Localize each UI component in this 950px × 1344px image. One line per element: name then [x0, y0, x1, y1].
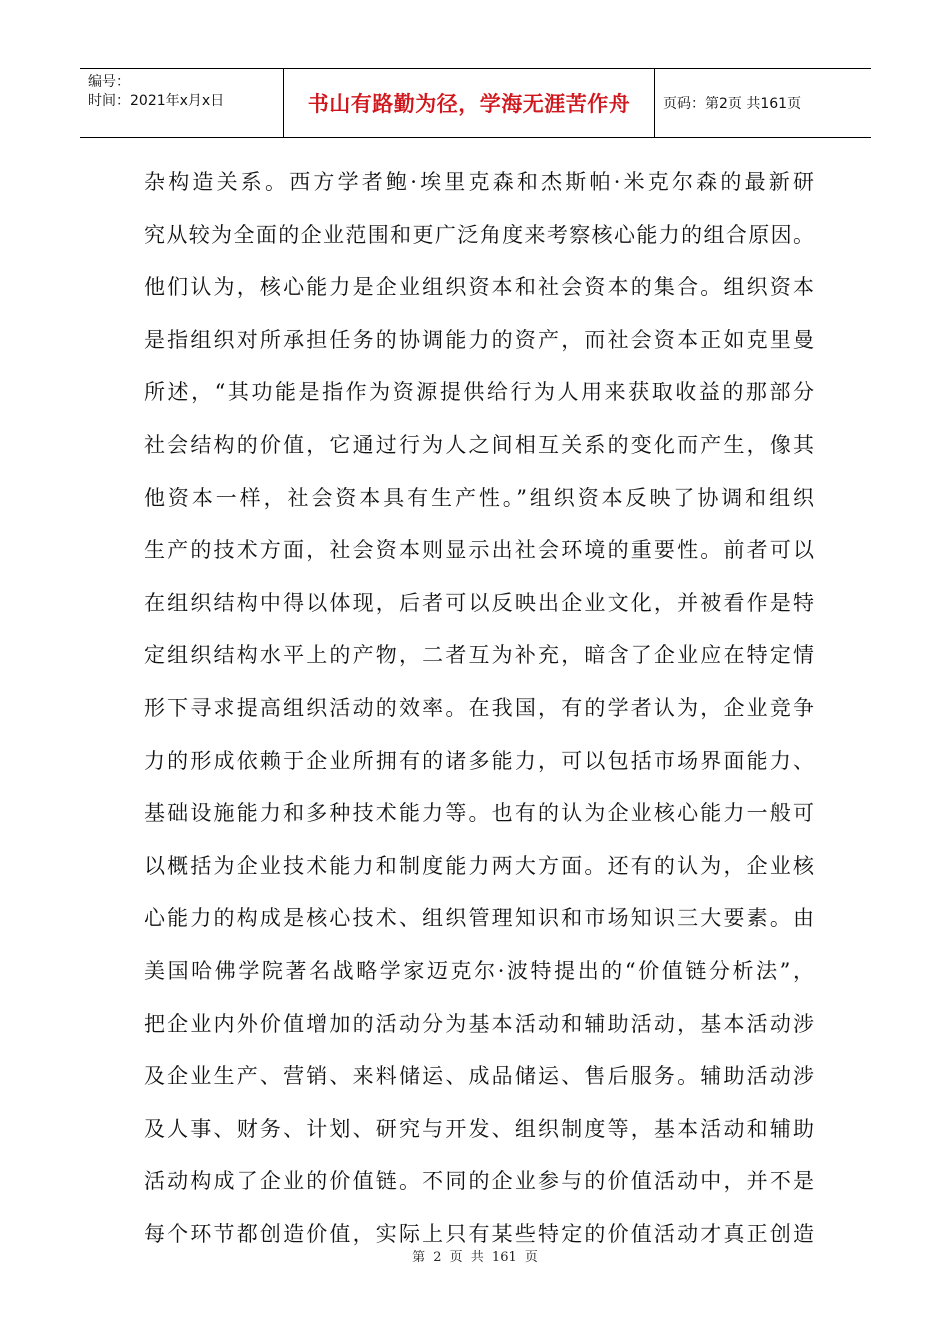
- text-line: 活动构成了企业的价值链。不同的企业参与的价值活动中，并不是: [144, 1169, 814, 1194]
- text-line: 力的形成依赖于企业所拥有的诸多能力，可以包括市场界面能力、: [144, 748, 814, 773]
- text-line: 究从较为全面的企业范围和更广泛角度来考察核心能力的组合原因。: [144, 222, 814, 247]
- header-page-info: 页码：第2页 共161页: [663, 96, 802, 112]
- number-label: 编号：: [88, 74, 130, 90]
- text-line: 是指组织对所承担任务的协调能力的资产，而社会资本正如克里曼: [144, 327, 814, 352]
- text-line: 每个环节都创造价值，实际上只有某些特定的价值活动才真正创造: [144, 1221, 814, 1246]
- page-footer: 第 2 页 共 161 页: [412, 1250, 538, 1265]
- text-line: 生产的技术方面，社会资本则显示出社会环境的重要性。前者可以: [144, 538, 814, 563]
- text-line: 美国哈佛学院著名战略学家迈克尔·波特提出的“价值链分析法”，: [144, 958, 814, 983]
- text-line: 定组织结构水平上的产物，二者互为补充，暗含了企业应在特定情: [144, 643, 814, 668]
- text-line: 他资本一样，社会资本具有生产性。”组织资本反映了协调和组织: [144, 485, 814, 510]
- text-line: 以概括为企业技术能力和制度能力两大方面。还有的认为，企业核: [144, 853, 814, 878]
- text-line: 所述，“其功能是指作为资源提供给行为人用来获取收益的那部分: [144, 380, 814, 405]
- text-line: 心能力的构成是核心技术、组织管理知识和市场知识三大要素。由: [144, 906, 814, 931]
- text-line: 形下寻求提高组织活动的效率。在我国，有的学者认为，企业竞争: [144, 695, 814, 720]
- header-motto: 书山有路勤为径，学海无涯苦作舟: [284, 69, 655, 137]
- text-line: 及人事、财务、计划、研究与开发、组织制度等，基本活动和辅助: [144, 1116, 814, 1141]
- text-line: 在组织结构中得以体现，后者可以反映出企业文化，并被看作是特: [144, 590, 814, 615]
- page-header: [80, 68, 871, 138]
- text-line: 基础设施能力和多种技术能力等。也有的认为企业核心能力一般可: [144, 801, 814, 826]
- text-line: 他们认为，核心能力是企业组织资本和社会资本的集合。组织资本: [144, 275, 814, 300]
- text-line: 及企业生产、营销、来料储运、成品储运、售后服务。辅助活动涉: [144, 1064, 814, 1089]
- text-line: 杂构造关系。西方学者鲍·埃里克森和杰斯帕·米克尔森的最新研: [144, 170, 814, 194]
- header-meta: [80, 69, 284, 137]
- text-line: 把企业内外价值增加的活动分为基本活动和辅助活动，基本活动涉: [144, 1011, 814, 1036]
- text-line: 社会结构的价值，它通过行为人之间相互关系的变化而产生，像其: [144, 432, 814, 457]
- time-label: 时间：2021年x月x日: [88, 93, 225, 109]
- body-text: [144, 156, 814, 1260]
